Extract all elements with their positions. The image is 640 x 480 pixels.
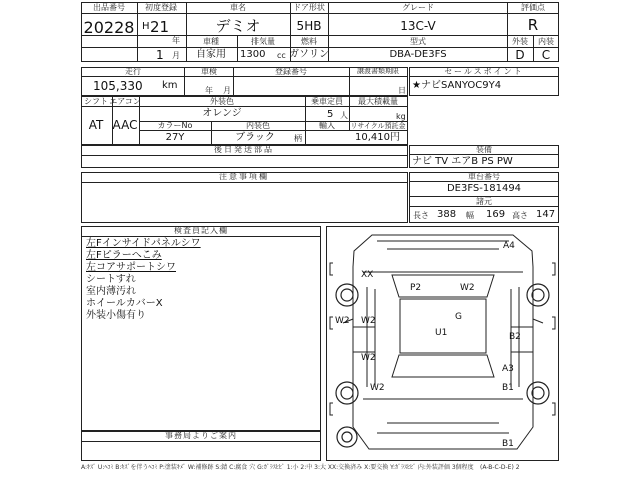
transfer-label: 譲渡書類期限 [357, 67, 399, 75]
lot-no-label: 出品番号 [93, 3, 125, 12]
mark-g: G [455, 312, 462, 322]
chassis-label: 車台番号 [468, 172, 500, 181]
mark-p2: P2 [410, 283, 422, 293]
car-name-label: 車名 [230, 3, 246, 12]
transfer-day-unit: 日 [398, 86, 406, 95]
mark-b1-bottom: B1 [502, 439, 514, 449]
dims-label: 諸元 [476, 197, 492, 206]
people-unit: 人 [340, 111, 348, 120]
door-shape-label: ドア形状 [293, 3, 325, 12]
car-type: 自家用 [196, 49, 226, 60]
width-label: 幅 [466, 211, 474, 220]
mark-xx: XX [361, 270, 374, 280]
later-parts-label: 後日発送部品 [214, 145, 274, 154]
inspector-note: 左コアサポートシワ [86, 262, 176, 273]
color-no-label: カラーNo [157, 121, 193, 130]
month-unit: 月 [172, 51, 180, 60]
height-label: 高さ [512, 211, 528, 220]
inspector-note: 左Fインサイドパネルシワ [86, 238, 201, 249]
inspector-note: 外装小傷有り [86, 310, 146, 321]
interior-score: C [541, 48, 551, 62]
inspector-note: ホイールカバーX [86, 298, 163, 309]
insp-month-unit: 月 [223, 86, 231, 95]
overall-score: R [527, 16, 539, 34]
length-label: 長さ [413, 211, 429, 220]
capacity-value: 5 [327, 109, 334, 120]
grade: 13C-V [400, 19, 436, 33]
legend-text: A:ｷｽﾞ U:ﾍｺﾐ B:ｷｽﾞを伴うﾍｺﾐ P:塗装ｷﾒﾞ W:補修跡 S:錆 C:腐食 穴 G:ｶﾞﾗｽﾋﾋﾞ 1:小 2:中 3:大 XX:交換済み X:要交換 Y:ｶﾞﾗｽﾋﾋﾞ 内:外装評価 3個程度 [81, 464, 474, 471]
int-color: ブラック [235, 132, 275, 143]
first-reg-month: 1 [156, 48, 164, 62]
car-name: デミオ [215, 17, 261, 35]
reg-no-label: 登録番号 [275, 67, 307, 76]
recycle-label: リサイクル預託金 [350, 122, 406, 130]
lot-number: 20228 [83, 18, 135, 37]
ext-color-label: 外装色 [210, 97, 234, 106]
recycle-fee: 10,410円 [355, 132, 400, 143]
equipment-list: ナビ TV エアB PS PW [412, 156, 513, 167]
mark-w2-top: W2 [460, 283, 475, 293]
mark-u1: U1 [435, 328, 448, 338]
era: H [142, 21, 150, 32]
displacement: 1300 [240, 49, 266, 60]
mark-b2: B2 [509, 332, 521, 342]
first-reg-label: 初度登録 [145, 3, 177, 12]
int-color-label: 内装色 [246, 121, 270, 130]
office-label: 事務局よりご案内 [165, 431, 237, 440]
import-label: 輸入 [319, 121, 335, 130]
chassis-number: DE3FS-181494 [446, 183, 522, 194]
exterior-score: D [515, 48, 525, 62]
sales-point-label: セールスポイント [444, 67, 524, 76]
color-no: 27Y [165, 132, 185, 143]
inspection-label: 車検 [201, 67, 217, 76]
length-value: 388 [437, 209, 457, 220]
inspector-note: 室内薄汚れ [86, 286, 136, 297]
pattern-label: 柄 [294, 134, 302, 143]
km-unit: km [162, 80, 178, 91]
model-label: 型式 [410, 37, 426, 46]
equipment-label: 装備 [476, 145, 492, 154]
mileage-label: 走行 [125, 67, 141, 76]
exterior-label: 外装 [512, 37, 528, 46]
inspector-label: 検査員記入欄 [174, 226, 228, 235]
height-value: 147 [536, 209, 556, 220]
displacement-label: 排気量 [251, 37, 275, 46]
inspector-note: シートすれ [86, 274, 136, 285]
year-unit: 年 [172, 36, 180, 45]
capacity-label: 乗車定員 [311, 97, 343, 106]
notes-label: 注意事項欄 [219, 172, 269, 181]
score-label: 評価点 [521, 3, 545, 12]
grade-label: グレード [402, 3, 434, 12]
mileage-value: 105,330 [93, 79, 143, 93]
shift-value: AT [88, 118, 104, 132]
mark-w2-left-inner: W2 [361, 316, 376, 326]
fuel: ガソリン [289, 49, 329, 60]
model-code: DBA-DE3FS [389, 49, 447, 60]
mark-a4: A4 [503, 241, 515, 251]
mark-w2-left-mid: W2 [361, 353, 376, 363]
legend-text-2: (A-B-C-D-E) 2 [480, 464, 520, 471]
car-diagram [326, 226, 559, 461]
cc-unit: cc [277, 51, 286, 60]
first-reg-year: 21 [150, 18, 170, 36]
mark-w2-rear-left: W2 [370, 383, 385, 393]
sales-point-text: ★ナビSANYOC9Y4 [412, 80, 502, 91]
mark-b1-right: B1 [502, 383, 514, 393]
mark-a3: A3 [502, 364, 514, 374]
inspector-notes-list [86, 238, 316, 322]
insp-year-unit: 年 [205, 86, 213, 95]
ext-color: オレンジ [202, 108, 242, 119]
aircon-value: AAC [112, 118, 138, 132]
fuel-label: 燃料 [301, 37, 317, 46]
mark-w2-left-outer: W2 [335, 316, 350, 326]
shift-label: シフト [84, 97, 108, 106]
car-type-label: 車種 [203, 37, 219, 46]
width-value: 169 [486, 209, 506, 220]
inspector-note: 左Fピラーへこみ [86, 250, 162, 261]
interior-label: 内装 [538, 37, 554, 46]
aircon-label: エアコン [109, 97, 141, 106]
door-shape: 5HB [296, 19, 322, 33]
max-load-label: 最大積載量 [358, 97, 398, 106]
kg-unit: kg [396, 112, 406, 121]
